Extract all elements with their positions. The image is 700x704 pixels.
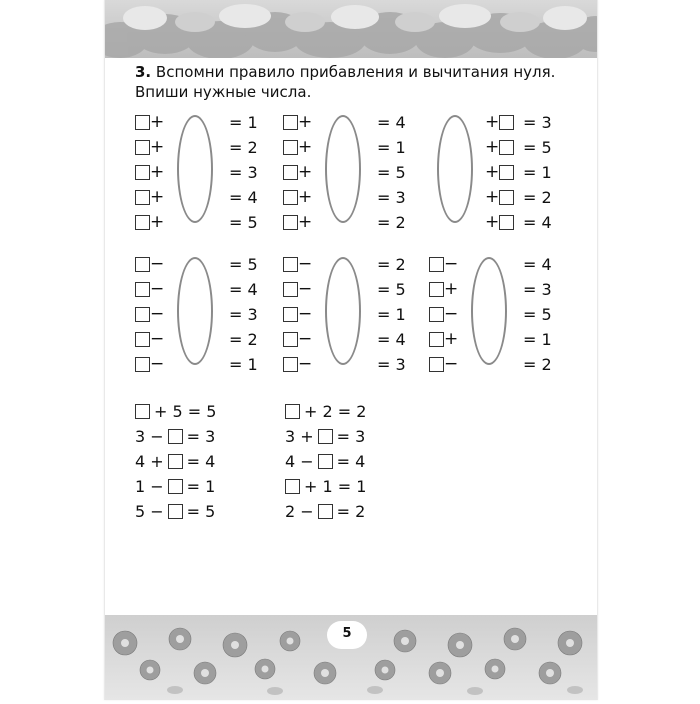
simple-equation	[135, 502, 215, 520]
equation-suffix: + 2 = 2	[304, 401, 367, 421]
equation-suffix: + 1 = 1	[304, 476, 367, 496]
equation-result: = 5	[523, 305, 552, 324]
equation-result: = 4	[229, 188, 258, 207]
equation-result: = 3	[523, 280, 552, 299]
operator: −	[444, 354, 459, 374]
equation-group-3	[431, 113, 551, 233]
equation-result: = 3	[377, 188, 406, 207]
equation-result: = 3	[229, 305, 258, 324]
equation-prefix: 2 −	[285, 501, 314, 521]
operator: −	[298, 304, 313, 324]
equation-prefix: 4 −	[285, 451, 314, 471]
equation-row	[283, 138, 312, 156]
equation-suffix: = 2	[336, 501, 366, 521]
simple-equation	[285, 402, 366, 420]
simple-equation	[135, 402, 216, 420]
operator: +	[485, 187, 500, 207]
equation-result: = 1	[229, 113, 258, 132]
equation-result: = 5	[229, 255, 258, 274]
equation-result: = 1	[377, 138, 406, 157]
equation-result: = 3	[377, 355, 406, 374]
answer-box[interactable]	[499, 165, 514, 180]
answer-box[interactable]	[499, 115, 514, 130]
answer-box[interactable]	[135, 190, 150, 205]
equation-suffix: = 4	[336, 451, 366, 471]
answer-box[interactable]	[135, 140, 150, 155]
cloud-header-decoration	[105, 0, 597, 58]
equation-result: = 2	[377, 213, 406, 232]
equation-result: = 2	[229, 330, 258, 349]
operator: +	[485, 112, 500, 132]
answer-box[interactable]	[429, 307, 444, 322]
answer-box[interactable]	[135, 115, 150, 130]
operator: −	[298, 329, 313, 349]
equation-result: = 5	[523, 138, 552, 157]
equation-result: = 1	[523, 330, 552, 349]
equation-row	[135, 213, 164, 231]
simple-equation	[285, 477, 366, 495]
equation-row	[283, 163, 312, 181]
equation-row	[135, 280, 164, 298]
simple-equation	[285, 502, 365, 520]
operator: +	[444, 279, 459, 299]
answer-box[interactable]	[168, 454, 183, 469]
answer-box[interactable]	[429, 282, 444, 297]
equation-row	[283, 280, 312, 298]
answer-box[interactable]	[283, 282, 298, 297]
equation-prefix: 4 +	[135, 451, 164, 471]
equation-prefix: 5 −	[135, 501, 164, 521]
simple-equation	[135, 427, 215, 445]
answer-box[interactable]	[135, 165, 150, 180]
equation-row	[283, 255, 312, 273]
answer-box[interactable]	[135, 404, 150, 419]
operator: +	[298, 162, 313, 182]
answer-box[interactable]	[135, 282, 150, 297]
answer-box[interactable]	[168, 429, 183, 444]
answer-box[interactable]	[135, 357, 150, 372]
equation-group-6	[429, 254, 552, 375]
equation-suffix: + 5 = 5	[154, 401, 217, 421]
operator: −	[150, 304, 165, 324]
simple-equation	[135, 477, 215, 495]
answer-box[interactable]	[168, 479, 183, 494]
operator: −	[444, 304, 459, 324]
equation-row	[283, 355, 312, 373]
answer-box[interactable]	[135, 215, 150, 230]
operator: −	[298, 354, 313, 374]
answer-box[interactable]	[283, 332, 298, 347]
equation-row	[283, 330, 312, 348]
equation-suffix: = 1	[186, 476, 216, 496]
answer-box[interactable]	[429, 257, 444, 272]
equation-result: = 5	[229, 213, 258, 232]
equation-suffix: = 3	[336, 426, 366, 446]
answer-oval	[325, 257, 361, 365]
answer-box[interactable]	[429, 357, 444, 372]
operator: +	[150, 162, 165, 182]
answer-box[interactable]	[499, 215, 514, 230]
operator: −	[444, 254, 459, 274]
equation-row	[485, 163, 514, 181]
equation-suffix: = 5	[186, 501, 216, 521]
answer-box[interactable]	[285, 479, 300, 494]
answer-box[interactable]	[135, 332, 150, 347]
answer-box[interactable]	[135, 257, 150, 272]
operator: −	[150, 279, 165, 299]
equation-suffix: = 4	[186, 451, 216, 471]
equation-row	[135, 355, 164, 373]
equation-row	[283, 113, 312, 131]
task-heading	[135, 62, 575, 102]
equation-result: = 1	[229, 355, 258, 374]
task-text: Вспомни правило прибавления и вычитания нуля. Впиши нужные числа.	[135, 63, 556, 101]
answer-box[interactable]	[168, 504, 183, 519]
equation-result: = 3	[229, 163, 258, 182]
equation-result: = 2	[377, 255, 406, 274]
equation-row	[135, 255, 164, 273]
equation-group-4	[135, 254, 258, 375]
equation-result: = 4	[523, 255, 552, 274]
operator: +	[150, 137, 165, 157]
equation-row	[135, 163, 164, 181]
answer-box[interactable]	[283, 165, 298, 180]
equation-row	[135, 305, 164, 323]
equation-row	[135, 188, 164, 206]
answer-box[interactable]	[499, 190, 514, 205]
answer-box[interactable]	[135, 307, 150, 322]
operator: +	[485, 212, 500, 232]
equation-row	[485, 213, 514, 231]
equation-prefix: 1 −	[135, 476, 164, 496]
operator: −	[150, 329, 165, 349]
answer-oval	[437, 115, 473, 223]
page-number: 5	[327, 621, 367, 649]
equation-row	[429, 305, 458, 323]
equation-result: = 4	[523, 213, 552, 232]
equation-suffix: = 3	[186, 426, 216, 446]
equation-result: = 2	[523, 355, 552, 374]
answer-box[interactable]	[283, 257, 298, 272]
operator: +	[298, 187, 313, 207]
operator: +	[150, 187, 165, 207]
equation-result: = 4	[229, 280, 258, 299]
equation-result: = 2	[229, 138, 258, 157]
operator: +	[150, 212, 165, 232]
answer-box[interactable]	[283, 215, 298, 230]
equation-group-5	[283, 254, 406, 375]
equation-result: = 5	[377, 280, 406, 299]
workbook-page	[104, 0, 598, 700]
operator: −	[150, 354, 165, 374]
equation-row	[429, 255, 458, 273]
equation-row	[429, 330, 458, 348]
simple-equation	[285, 452, 365, 470]
simple-equation	[285, 427, 365, 445]
answer-box[interactable]	[283, 190, 298, 205]
answer-box[interactable]	[429, 332, 444, 347]
operator: +	[485, 137, 500, 157]
equation-row	[429, 355, 458, 373]
equation-result: = 2	[523, 188, 552, 207]
operator: −	[298, 279, 313, 299]
answer-oval	[471, 257, 507, 365]
answer-box[interactable]	[318, 454, 333, 469]
answer-box[interactable]	[318, 429, 333, 444]
equation-prefix: 3 +	[285, 426, 314, 446]
equation-group-1	[135, 112, 258, 233]
equation-row	[283, 213, 312, 231]
operator: −	[150, 254, 165, 274]
simple-equation	[135, 452, 215, 470]
answer-box[interactable]	[499, 140, 514, 155]
equation-row	[485, 138, 514, 156]
operator: +	[150, 112, 165, 132]
equation-row	[485, 113, 514, 131]
operator: +	[298, 112, 313, 132]
operator: +	[485, 162, 500, 182]
operator: +	[444, 329, 459, 349]
answer-box[interactable]	[283, 115, 298, 130]
equation-row	[485, 188, 514, 206]
equation-row	[135, 113, 164, 131]
answer-oval	[325, 115, 361, 223]
answer-oval	[177, 115, 213, 223]
equation-result: = 3	[523, 113, 552, 132]
answer-box[interactable]	[283, 307, 298, 322]
operator: +	[298, 137, 313, 157]
equation-row	[135, 138, 164, 156]
equation-result: = 4	[377, 330, 406, 349]
equation-result: = 5	[377, 163, 406, 182]
equation-group-2	[283, 112, 406, 233]
equation-row	[429, 280, 458, 298]
task-number: 3.	[135, 63, 152, 81]
equation-row	[283, 188, 312, 206]
answer-box[interactable]	[283, 357, 298, 372]
equation-row	[135, 330, 164, 348]
answer-box[interactable]	[283, 140, 298, 155]
operator: +	[298, 212, 313, 232]
flower-footer-decoration	[105, 615, 597, 700]
answer-oval	[177, 257, 213, 365]
equation-result: = 4	[377, 113, 406, 132]
equation-row	[283, 305, 312, 323]
clouds-icon	[105, 0, 597, 58]
answer-box[interactable]	[318, 504, 333, 519]
answer-box[interactable]	[285, 404, 300, 419]
equation-result: = 1	[523, 163, 552, 182]
equation-prefix: 3 −	[135, 426, 164, 446]
operator: −	[298, 254, 313, 274]
equation-result: = 1	[377, 305, 406, 324]
